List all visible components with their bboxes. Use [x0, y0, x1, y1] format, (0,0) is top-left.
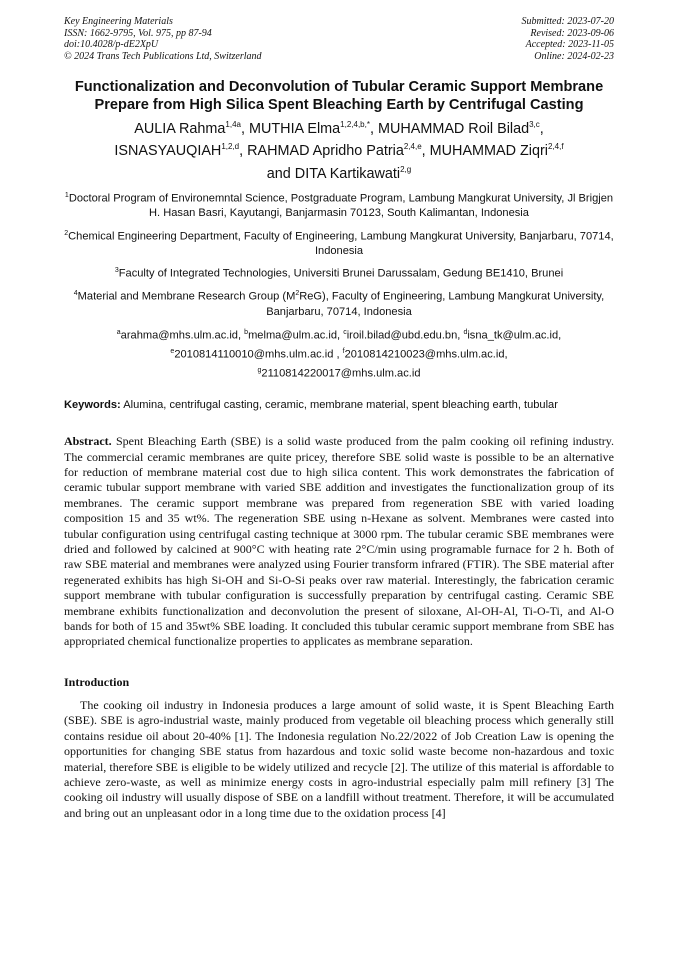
paper-title: Functionalization and Deconvolution of Tubular Ceramic Support Membrane Prepare from High Silica Spent Bleaching Earth by Centrifugal Casting: [74, 79, 604, 113]
author-name: MUHAMMAD Roil Bilad: [377, 120, 530, 137]
author-name: MUTHIA Elma: [249, 120, 341, 137]
journal-issn: ISSN: 1662-9795, Vol. 975, pp 87-94: [64, 27, 212, 39]
author-affiliation-sup: 2,4,f: [548, 142, 564, 152]
journal-copyright: © 2024 Trans Tech Publications Ltd, Switzerland: [64, 50, 262, 62]
email-address[interactable]: 2110814220017@mhs.ulm.ac.id: [261, 367, 421, 380]
author-separator: ,: [369, 120, 378, 137]
email-address[interactable]: 2010814110010@mhs.ulm.ac.id: [174, 348, 334, 361]
author-name: ISNASYAUQIAH: [114, 143, 222, 160]
author-affiliation-sup: 3,c: [529, 120, 540, 129]
date-revised: Revised: 2023-09-06: [530, 27, 614, 39]
author-affiliation-sup: 2,g: [400, 164, 412, 174]
author-name: DITA Kartikawati: [294, 165, 401, 182]
section-heading-introduction: Introduction: [64, 674, 130, 689]
abstract-label: Abstract.: [64, 434, 112, 449]
journal-header: [64, 16, 614, 62]
affiliation-2: $^2$Chemical Engineering Department, Faculty of Engineering, Lambung Mangkurat University, Banjarbaru, 70714, Indonesia: [64, 229, 614, 257]
affiliation-3: $^3$Faculty of Integrated Technologies, Universiti Brunei Darussalam, Gedung BE1410, Brunei: [114, 267, 564, 280]
author-name: MUHAMMAD Ziqri: [429, 143, 548, 160]
date-submitted: Submitted: 2023-07-20: [521, 16, 614, 27]
author-separator: ,: [539, 120, 544, 137]
author-separator: and: [266, 165, 295, 182]
author-emails: $^a$arahma@mhs.ulm.ac.id, $^b$melma@ulm.ac.id, $^c$iroil.bilad@ubd.edu.bn, $^d$isna_tk@ulm.ac.id, $^e$2010814110010@mhs.ulm.ac.id , $^f$2010814210023@mhs.ulm.ac.id, $^g$2110814220017@mhs.ulm.ac.id: [116, 329, 562, 380]
author-affiliation-sup: 2,4,e: [403, 142, 422, 152]
author-separator: ,: [239, 143, 248, 160]
author-separator: ,: [241, 120, 249, 137]
email-address[interactable]: iroil.bilad@ubd.edu.bn: [346, 329, 458, 342]
date-accepted: Accepted: 2023-11-05: [525, 39, 614, 50]
affiliation-1: $^1$Doctoral Program of Environemntal Science, Postgraduate Program, Lambung Mangkurat University, Jl Brigjen H. Hasan Basri, Kayutangi, Banjarmasin 70123, South Kalimantan, Indonesia: [64, 191, 614, 220]
author-list: [64, 116, 614, 183]
author-name: AULIA Rahma: [134, 120, 226, 137]
email-address[interactable]: isna_tk@ulm.ac.id,: [467, 329, 562, 342]
abstract-text: Spent Bleaching Earth (SBE) is a solid waste produced from the palm cooking oil refining industry. The commercial ceramic membranes are quite pricey, therefore SBE solid waste is possible to be an alternative for reduction of membrane material cost due to high silica content. This work demonstrates the fabrication of ceramic tubular support membrane with varied SBE addition and investigates the functionalization group of its membranes. The ceramic support membrane was prepared from regeneration SBE with varied loading composition 15 and 35 wt%. The regeneration SBE using n-Hexane as solvent. Membranes were casted into tubular configuration using centrifugal casting technique at 3000 rpm. The tubular ceramic SBE membranes were dried and followed by calcined at 900°C with heating rate 2°C/min using programable furnace for 2 h. Both of raw SBE material and membranes were analyzed using Fourier transform infrared (FTIR). The SBE material after regenerated exhibits has high Si-OH and Si-O-Si peaks over raw material. Interestingly, the fabrication ceramic support membrane with tubular configuration is successfully preparation by centrifugal casting. Ceramic SBE membrane exhibits functionalization and deconvolution the present of siloxane, Al-OH-Al, Ti-O-Ti, and Al-O bands for both of 15 and 35wt% SBE loading. It concluded this tubular ceramic support membrane from SBE has appropriated chemical functionalize properties to applicates as membrane separation.: [64, 434, 614, 649]
author-affiliation-sup: 1,2,4,b,*: [340, 120, 370, 129]
journal-info: [64, 16, 262, 62]
author-affiliation-sup: 1,2,d: [221, 142, 240, 152]
author-separator: ,: [421, 143, 430, 160]
email-address[interactable]: melma@ulm.ac.id: [248, 329, 338, 342]
author-affiliation-sup: 1,4a: [225, 120, 241, 129]
paper-page: [64, 16, 614, 821]
keywords-label: Keywords:: [64, 399, 121, 412]
email-address[interactable]: arahma@mhs.ulm.ac.id: [120, 329, 238, 342]
journal-name: Key Engineering Materials: [64, 16, 173, 27]
date-online: Online: 2024-02-23: [534, 50, 614, 62]
journal-doi: doi:10.4028/p-dE2XpU: [64, 39, 159, 50]
keywords-text: Alumina, centrifugal casting, ceramic, membrane material, spent bleaching earth, tubular: [123, 399, 558, 412]
abstract: [64, 434, 614, 650]
affiliation-4: $^4$Material and Membrane Research Group $(M^2ReG)$, Faculty of Engineering, Lambung Mangkurat University, Banjarbaru, 70714, Indonesia: [73, 290, 605, 318]
submission-dates: [522, 16, 615, 62]
keywords: [64, 398, 614, 412]
email-address[interactable]: 2010814210023@mhs.ulm.ac.id,: [344, 348, 508, 361]
introduction-paragraph: The cooking oil industry in Indonesia produces a large amount of solid waste, it is Spent Bleaching Earth (SBE). SBE is agro-industrial waste, mainly produced from vegetable oil bleaching process which generally still contains residue oil about 20-40% [1]. The Indonesia regulation No.22/2022 of Job Creation Law is opening the opportunities for changing SBE status from hazardous and toxic solid waste become non-hazardous and toxic material, therefore SBE is eligible to be widely utilized and recycle [2]. The utilize of this material is affordable to achieve zero-waste, as well as minimize energy costs in agro-industrial especially palm mill refinery [3] The cooking oil industry will usually dispose of SBE on a landfill without treatment. Therefore, it will be accumulated and bring out an unpleasant odor in a long time due to the oxidation process [4]: [64, 697, 614, 820]
author-name: RAHMAD Apridho Patria: [247, 143, 404, 160]
